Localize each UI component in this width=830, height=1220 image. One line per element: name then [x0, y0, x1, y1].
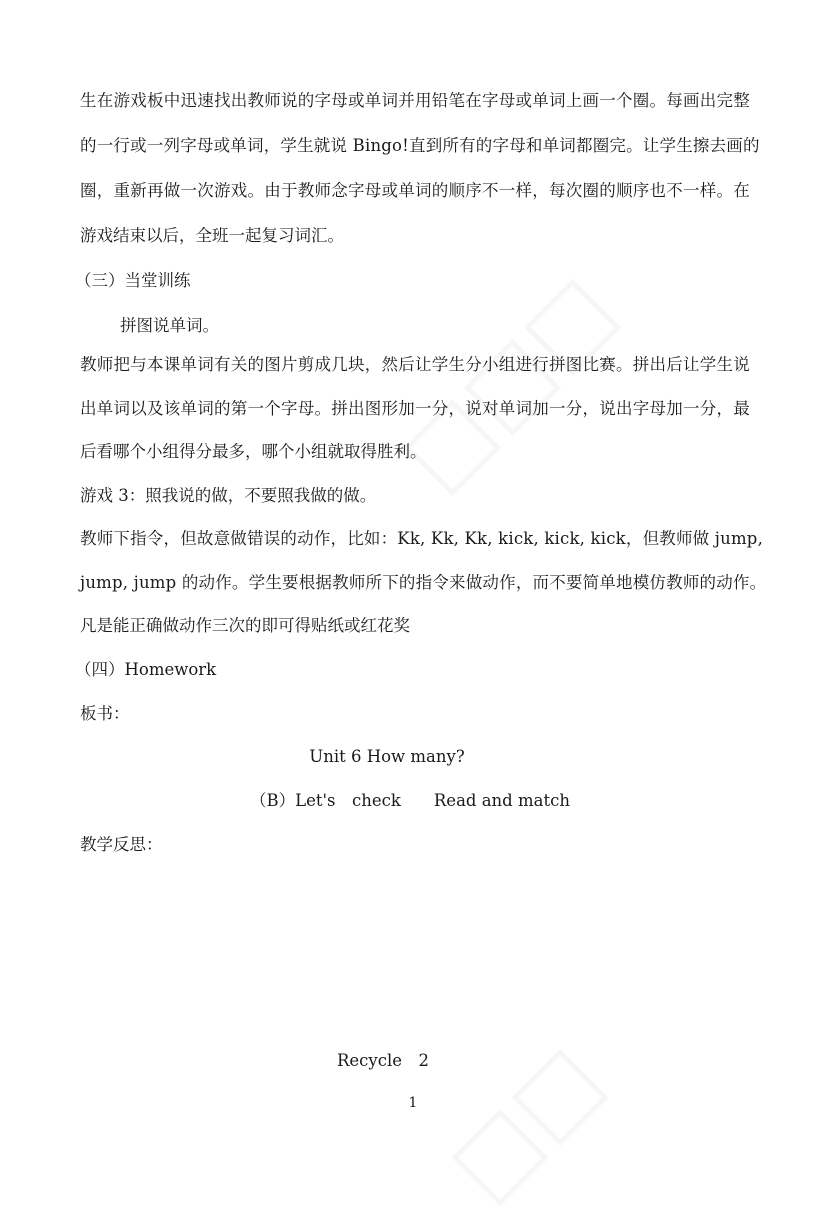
reflection-label: 教学反思：	[80, 835, 163, 854]
page-number: 1	[408, 1095, 418, 1111]
footer-recycle: Recycle 2	[336, 1051, 430, 1070]
paragraph-line: jump, jump 的动作。学生要根据教师所下的指令来做动作，而不要简单地模仿教师的动作。	[80, 573, 767, 592]
board-label: 板书：	[80, 704, 130, 723]
paragraph-line: 教师把与本课单词有关的图片剪成几块，然后让学生分小组进行拼图比赛。拼出后让学生说	[80, 355, 750, 374]
game-title: 游戏 3：照我说的做，不要照我做的做。	[80, 486, 377, 505]
watermark-mark	[380, 255, 635, 510]
paragraph-line: 游戏结束以后，全班一起复习词汇。	[80, 226, 344, 245]
section-heading: （三）当堂训练	[75, 271, 191, 290]
paragraph-line: 后看哪个小组得分最多，哪个小组就取得胜利。	[80, 442, 427, 461]
paragraph-line: 的一行或一列字母或单词，学生就说 Bingo!直到所有的字母和单词都圈完。让学生擦去画的	[80, 136, 760, 155]
board-subtitle: （B）Let's check Read and match	[250, 791, 570, 810]
paragraph-line: 教师下指令，但故意做错误的动作，比如：Kk, Kk, Kk, kick, kick, kick，但教师做 jump,	[80, 529, 764, 548]
board-title: Unit 6 How many?	[309, 747, 465, 766]
paragraph-line: 圈，重新再做一次游戏。由于教师念字母或单词的顺序不一样，每次圈的顺序也不一样。在	[80, 181, 750, 200]
paragraph-line: 凡是能正确做动作三次的即可得贴纸或红花奖	[80, 616, 410, 635]
section-heading: （四）Homework	[75, 660, 217, 679]
activity-title: 拼图说单词。	[120, 316, 219, 335]
paragraph-line: 生在游戏板中迅速找出教师说的字母或单词并用铅笔在字母或单词上画一个圈。每画出完整	[80, 91, 750, 110]
paragraph-line: 出单词以及该单词的第一个字母。拼出图形加一分，说对单词加一分，说出字母加一分，最	[80, 399, 750, 418]
